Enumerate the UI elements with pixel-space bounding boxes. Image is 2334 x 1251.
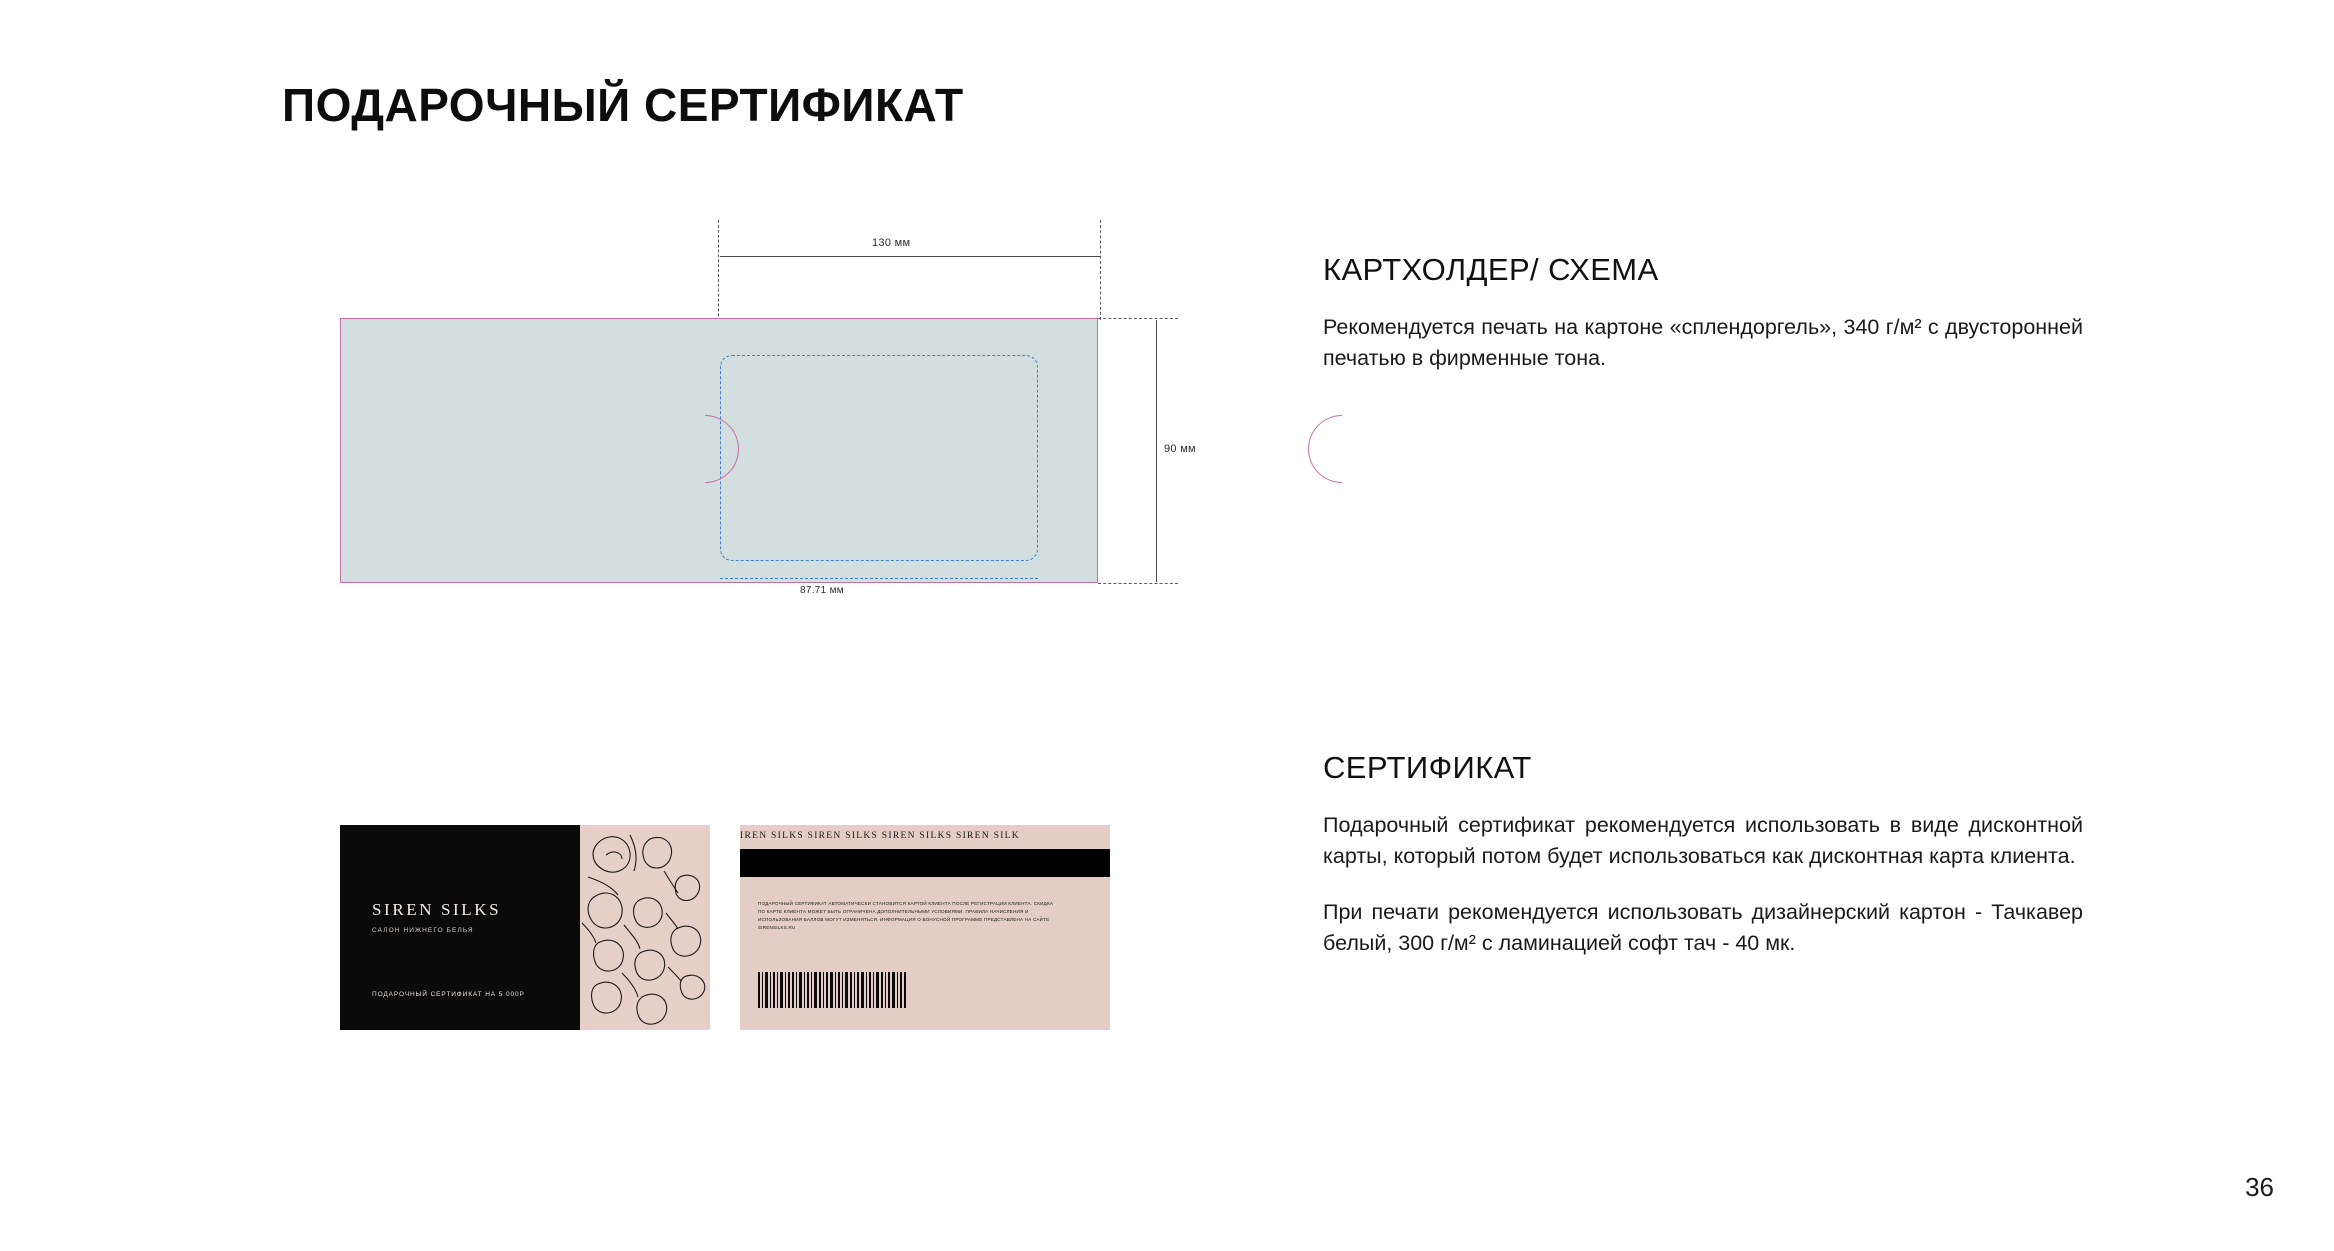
page-title: ПОДАРОЧНЫЙ СЕРТИФИКАТ bbox=[282, 79, 964, 131]
terms-text: ПОДАРОЧНЫЙ СЕРТИФИКАТ АВТОМАТИЧЕСКИ СТАНОВИТСЯ КАРТОЙ КЛИЕНТА ПОСЛЕ РЕГИСТРАЦИИ КЛИЕНТА. СКИДКА ПО КАРТЕ КЛИЕНТА МОЖЕТ БЫТЬ ОГРАНИЧЕНА ДОПОЛНИТЕЛЬНЫМИ УСЛОВИЯМИ. ПРАВИЛА НАЧИСЛЕНИЯ И ИСПОЛЬЗОВАНИЯ БАЛЛОВ МОГУТ ИЗМЕНЯТЬСЯ. ИНФОРМАЦИЯ О БОНУСНОЙ ПРОГРАММЕ ПРЕДСТАВЛЕНА НА САЙТЕ SIRENSILKS.RU bbox=[758, 901, 1054, 931]
guide-right-bottom bbox=[1098, 583, 1178, 584]
floral-pattern-icon bbox=[580, 825, 710, 1030]
certificate-front bbox=[340, 825, 710, 1030]
magnetic-stripe bbox=[740, 849, 1110, 877]
paragraph: Подарочный сертификат рекомендуется использовать в виде дисконтной карты, который потом будет использоваться как дисконтная карта клиента. bbox=[1323, 813, 2083, 868]
cardholder-diagram bbox=[280, 230, 1196, 596]
guide-right-top bbox=[1098, 318, 1178, 319]
section-heading-cardholder: КАРТХОЛДЕР/ СХЕМА bbox=[1323, 252, 1659, 287]
paragraph: При печати рекомендуется использовать дизайнерский картон - Тачкавер белый, 300 г/м² с ламинацией софт тач - 40 мк. bbox=[1323, 900, 2083, 955]
dim-label-right: 90 мм bbox=[1164, 443, 1196, 455]
brand-tagline: САЛОН НИЖНЕГО БЕЛЬЯ bbox=[372, 927, 474, 934]
dim-label-top: 130 мм bbox=[872, 237, 911, 249]
section-body-cardholder bbox=[1323, 312, 2083, 373]
dim-arrow-pocket bbox=[720, 578, 1038, 579]
section-body-certificate bbox=[1323, 810, 2083, 958]
repeating-brand-strip: IREN SILKS SIREN SILKS SIREN SILKS SIREN SILK bbox=[740, 831, 1020, 841]
page-number: 36 bbox=[2245, 1172, 2274, 1202]
dim-arrow-top bbox=[720, 256, 1100, 257]
card-pocket-outline bbox=[720, 355, 1038, 561]
dim-arrow-right bbox=[1156, 320, 1157, 582]
certificate-mockups bbox=[280, 800, 1180, 1060]
floral-pattern bbox=[580, 825, 710, 1030]
section-cardholder bbox=[1323, 252, 2083, 373]
section-certificate bbox=[1323, 750, 2083, 958]
brand-name: SIREN SILKS bbox=[372, 900, 502, 919]
paragraph: Рекомендуется печать на картоне «сплендоргель», 340 г/м² с двусторонней печатью в фирменные тона. bbox=[1323, 315, 2083, 370]
section-heading-certificate: СЕРТИФИКАТ bbox=[1323, 750, 1532, 785]
notch-right bbox=[1308, 415, 1342, 483]
certificate-back bbox=[740, 825, 1110, 1030]
certificate-amount: ПОДАРОЧНЫЙ СЕРТИФИКАТ НА 5 000Р bbox=[372, 991, 525, 998]
barcode bbox=[758, 972, 908, 1008]
dim-label-pocket: 87.71 мм bbox=[800, 585, 844, 596]
guide-top-right bbox=[1100, 220, 1101, 320]
